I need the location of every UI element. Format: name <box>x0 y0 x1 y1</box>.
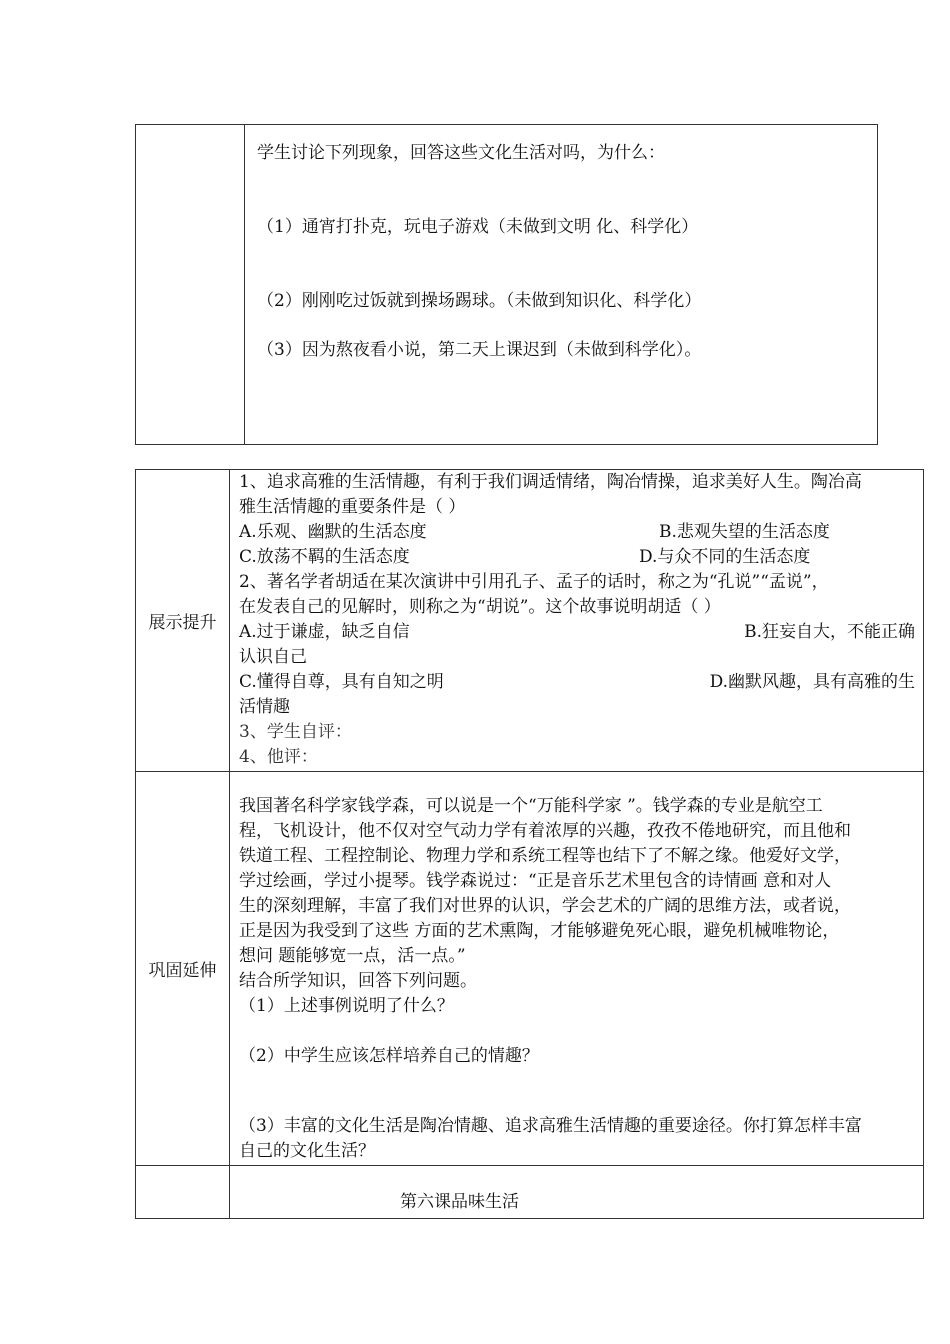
discussion-content-cell <box>245 125 878 445</box>
qian-para-line-7: 想问 题能够宽一点，活一点。” <box>239 946 466 966</box>
gonggu-content <box>230 772 924 1166</box>
discussion-prompt: 学生讨论下列现象，回答这些文化生活对吗，为什么： <box>257 143 665 163</box>
q1-option-c: C.放荡不羁的生活态度 <box>239 547 410 567</box>
q1-options-ab <box>239 520 915 545</box>
q1-line2: 雅生活情趣的重要条件是（ ） <box>239 497 466 517</box>
footer-label-cell <box>136 1166 230 1219</box>
gonggu-q1: （1）上述事例说明了什么？ <box>239 996 454 1016</box>
qian-para-line-4: 学过绘画，学过小提琴。钱学森说过：“正是音乐艺术里包含的诗情画 意和对人 <box>239 871 832 891</box>
q2-option-a: A.过于谦虚，缺乏自信 <box>239 622 410 642</box>
exercise-table <box>135 469 924 1219</box>
qian-para-line-5: 生的深刻理解，丰富了我们对世界的认识，学会艺术的广阔的思维方法，或者说， <box>239 896 851 916</box>
q1-option-a: A.乐观、幽默的生活态度 <box>239 522 427 542</box>
discussion-item-2: （2）刚刚吃过饭就到操场踢球。（未做到知识化、科学化） <box>257 291 702 311</box>
gonggu-q2: （2）中学生应该怎样培养自己的情趣？ <box>239 1046 539 1066</box>
discussion-label-cell <box>136 125 245 445</box>
discussion-table <box>135 124 878 445</box>
q2-options-ab <box>239 620 915 645</box>
q1-line1: 1、追求高雅的生活情趣，有利于我们调适情绪，陶冶情操，追求美好人生。陶冶高 <box>239 472 862 492</box>
q2-option-b-cont: 认识自己 <box>239 647 307 667</box>
peer-eval: 4、他评： <box>239 747 318 767</box>
answer-prompt: 结合所学知识，回答下列问题。 <box>239 971 477 991</box>
q2-option-d-cont: 活情趣 <box>239 697 290 717</box>
zhanshi-content <box>230 470 924 772</box>
q1-options-cd <box>239 545 915 570</box>
q2-line1: 2、著名学者胡适在某次演讲中引用孔子、孟子的话时，称之为“孔说”“孟说”， <box>239 572 829 592</box>
q2-line2: 在发表自己的见解时，则称之为“胡说”。这个故事说明胡适（ ） <box>239 597 721 617</box>
qian-para-line-3: 铁道工程、工程控制论、物理力学和系统工程等也结下了不解之缘。他爱好文学， <box>239 846 851 866</box>
zhanshi-label: 展示提升 <box>136 470 230 772</box>
lesson-title-cell <box>230 1166 924 1219</box>
q1-option-b: B.悲观失望的生活态度 <box>659 522 830 542</box>
gonggu-q3-line1: （3）丰富的文化生活是陶冶情趣、追求高雅生活情趣的重要途径。你打算怎样丰富 <box>239 1116 862 1136</box>
discussion-item-1: （1）通宵打扑克，玩电子游戏（未做到文明 化、科学化） <box>257 217 699 237</box>
gonggu-q3-line2: 自己的文化生活？ <box>239 1141 375 1161</box>
self-eval: 3、学生自评： <box>239 722 352 742</box>
q1-option-d: D.与众不同的生活态度 <box>639 547 811 567</box>
qian-para-line-6: 正是因为我受到了这些 方面的艺术熏陶，才能够避免死心眼，避免机械唯物论， <box>239 921 840 941</box>
q2-option-c: C.懂得自尊，具有自知之明 <box>239 672 444 692</box>
lesson-title: 第六课品味生活 <box>400 1192 519 1212</box>
q2-options-cd <box>239 670 915 695</box>
qian-para-line-2: 程，飞机设计，他不仅对空气动力学有着浓厚的兴趣，孜孜不倦地研究，而且他和 <box>239 821 851 841</box>
q2-option-b: B.狂妄自大，不能正确 <box>744 622 915 642</box>
q2-option-d: D.幽默风趣，具有高雅的生 <box>709 672 915 692</box>
qian-para-line-1: 我国著名科学家钱学森，可以说是一个“万能科学家 ”。钱学森的专业是航空工 <box>239 796 823 816</box>
discussion-item-3: （3）因为熬夜看小说，第二天上课迟到（未做到科学化）。 <box>257 340 702 360</box>
gonggu-label: 巩固延伸 <box>136 772 230 1166</box>
